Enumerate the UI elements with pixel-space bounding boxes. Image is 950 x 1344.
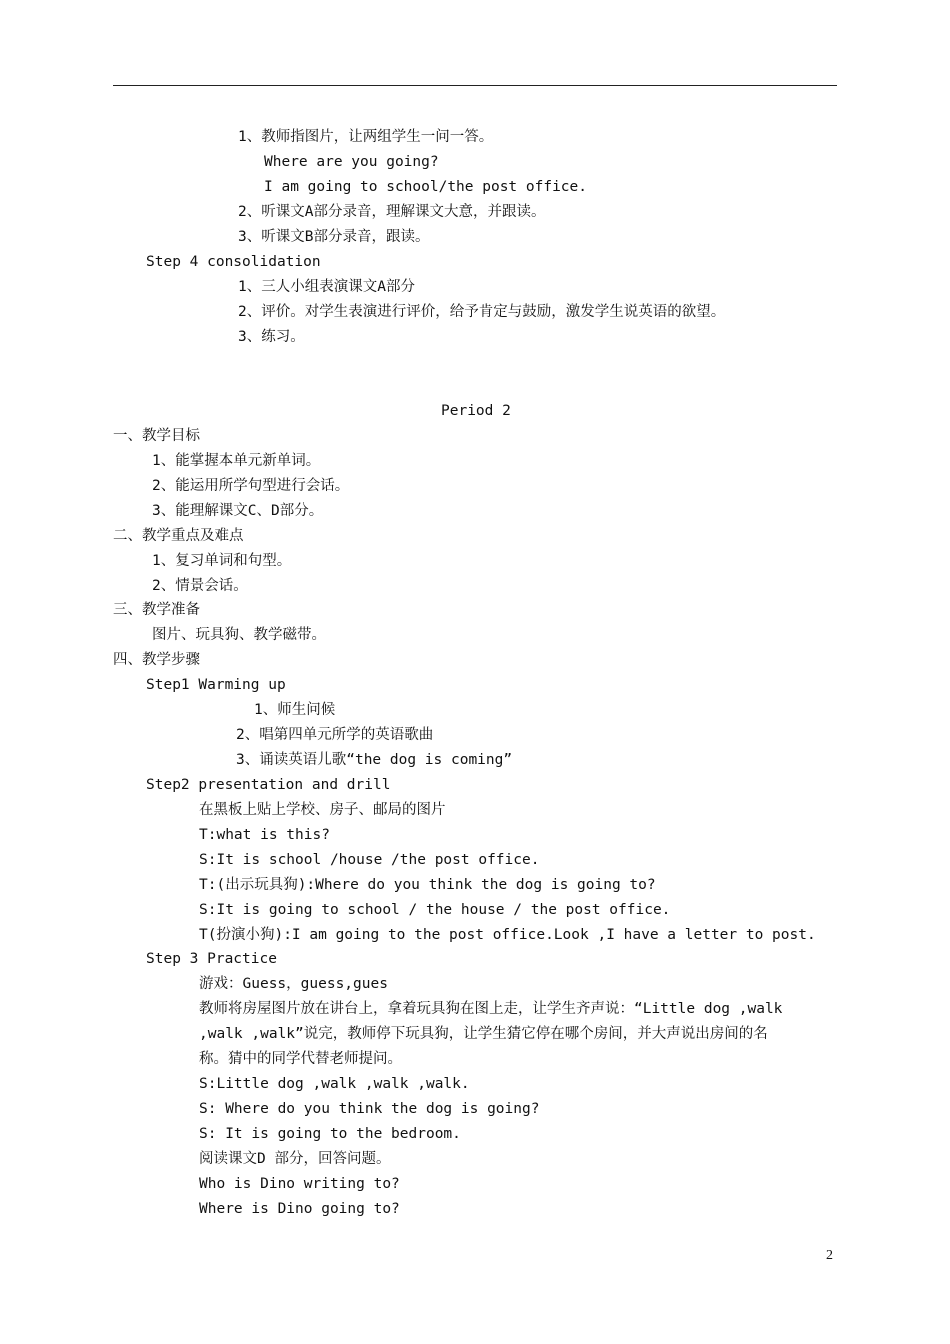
text-line: I am going to school/the post office. xyxy=(264,179,588,195)
text-line: S:It is school /house /the post office. xyxy=(199,852,540,868)
period-title: Period 2 xyxy=(441,403,511,419)
header-rule xyxy=(113,85,837,86)
text-line: 游戏：Guess，guess,gues xyxy=(199,976,388,992)
text-line: T:(出示玩具狗):Where do you think the dog is going to? xyxy=(199,877,656,893)
section-heading: 三、教学准备 xyxy=(113,602,200,618)
step-heading: Step 3 Practice xyxy=(146,951,277,967)
section-heading: 四、教学步骤 xyxy=(113,652,200,668)
section-heading: 二、教学重点及难点 xyxy=(113,528,244,544)
text-line: Who is Dino writing to? xyxy=(199,1176,400,1192)
text-line: 称。猜中的同学代替老师提问。 xyxy=(199,1051,402,1067)
text-line: 1、能掌握本单元新单词。 xyxy=(152,453,321,469)
text-line: 图片、玩具狗、教学磁带。 xyxy=(152,627,326,643)
text-line: Where are you going? xyxy=(264,154,439,170)
text-line: 1、教师指图片，让两组学生一问一答。 xyxy=(238,129,494,145)
text-line: 在黑板上贴上学校、房子、邮局的图片 xyxy=(199,802,446,818)
text-line: 1、师生问候 xyxy=(254,702,336,718)
text-line: T:what is this? xyxy=(199,827,330,843)
text-line: 3、能理解课文C、D部分。 xyxy=(152,503,324,519)
section-heading: 一、教学目标 xyxy=(113,428,200,444)
text-line: 3、听课文B部分录音，跟读。 xyxy=(238,229,430,245)
text-line: 3、练习。 xyxy=(238,329,305,345)
text-line: 3、诵读英语儿歌“the dog is coming” xyxy=(236,752,513,768)
text-line: 2、唱第四单元所学的英语歌曲 xyxy=(236,727,434,743)
text-line: ,walk ,walk”说完，教师停下玩具狗，让学生猜它停在哪个房间，并大声说出房间的名 xyxy=(199,1026,768,1042)
step-heading: Step 4 consolidation xyxy=(146,254,321,270)
text-line: S:Little dog ,walk ,walk ,walk. xyxy=(199,1076,470,1092)
text-line: 2、评价。对学生表演进行评价，给予肯定与鼓励，激发学生说英语的欲望。 xyxy=(238,304,726,320)
text-line: 2、能运用所学句型进行会话。 xyxy=(152,478,350,494)
text-line: 阅读课文D 部分，回答问题。 xyxy=(199,1151,391,1167)
text-line: T(扮演小狗):I am going to the post office.Look ,I have a letter to post. xyxy=(199,927,816,943)
text-line: S:It is going to school / the house / the post office. xyxy=(199,902,671,918)
text-line: Where is Dino going to? xyxy=(199,1201,400,1217)
text-line: 1、三人小组表演课文A部分 xyxy=(238,279,415,295)
text-line: 教师将房屋图片放在讲台上，拿着玩具狗在图上走，让学生齐声说：“Little dog ,walk xyxy=(199,1001,783,1017)
text-line: 2、情景会话。 xyxy=(152,578,248,594)
page-number: 2 xyxy=(826,1248,833,1263)
text-line: S: Where do you think the dog is going? xyxy=(199,1101,540,1117)
step-heading: Step1 Warming up xyxy=(146,677,286,693)
text-line: S: It is going to the bedroom. xyxy=(199,1126,461,1142)
step-heading: Step2 presentation and drill xyxy=(146,777,391,793)
text-line: 2、听课文A部分录音，理解课文大意，并跟读。 xyxy=(238,204,546,220)
text-line: 1、复习单词和句型。 xyxy=(152,553,292,569)
